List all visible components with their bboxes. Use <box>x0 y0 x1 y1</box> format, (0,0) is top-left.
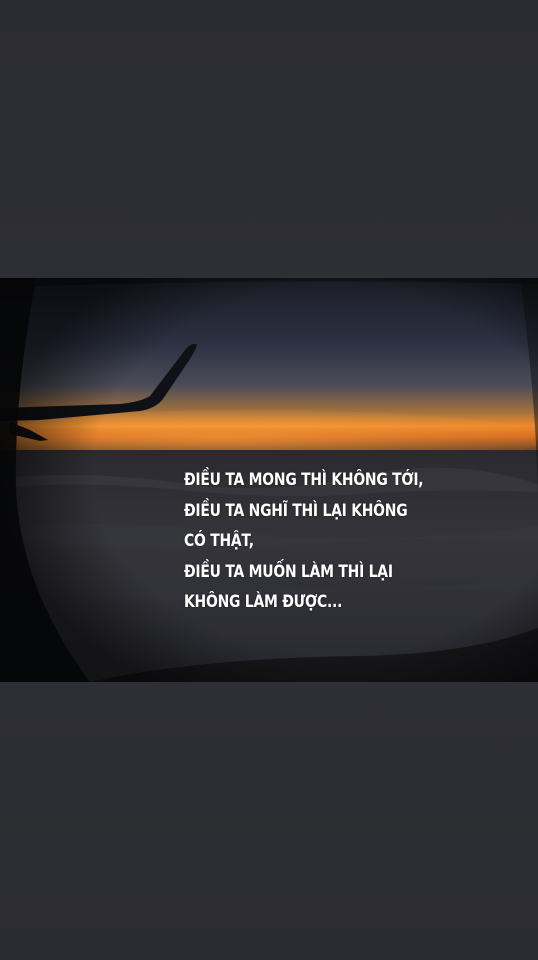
background-bottom <box>0 682 538 960</box>
quote-line-4: ĐIỀU TA MUỐN LÀM THÌ LẠI <box>184 561 393 582</box>
background-top <box>0 0 538 278</box>
quote-line-5: KHÔNG LÀM ĐƯỢC... <box>184 592 343 612</box>
story-photo <box>0 278 538 682</box>
quote-line-3: CÓ THẬT, <box>184 531 254 551</box>
quote-line-1: ĐIỀU TA MONG THÌ KHÔNG TỚI, <box>184 470 424 490</box>
quote-line-2: ĐIỀU TA NGHĨ THÌ LẠI KHÔNG <box>184 500 408 521</box>
quote-text <box>184 465 430 618</box>
